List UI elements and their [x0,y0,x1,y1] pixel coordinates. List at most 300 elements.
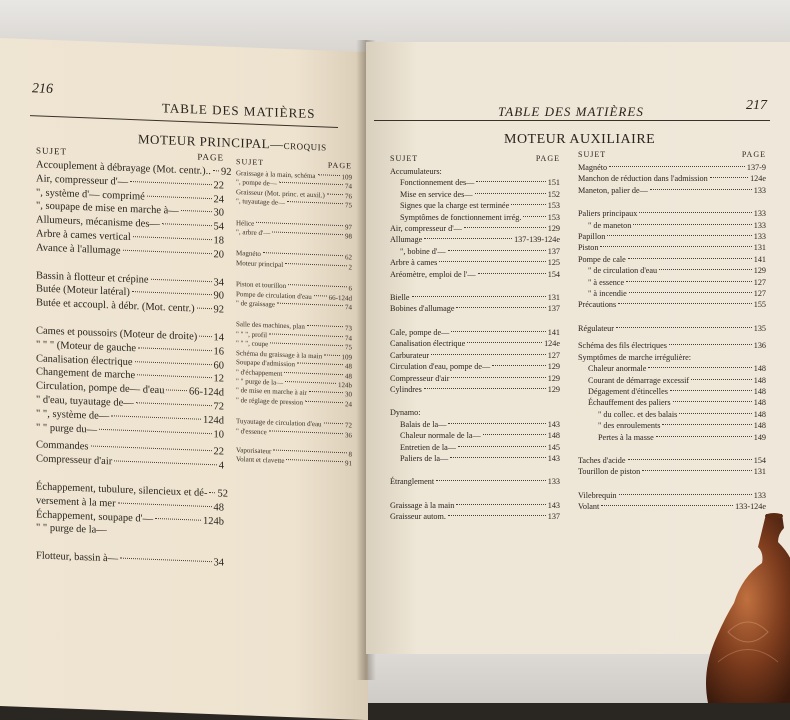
index-entry [390,361,560,372]
column-header: SUJET PAGE [36,145,224,163]
leader-dots [478,273,546,274]
entry-page: 18 [213,235,224,247]
index-entry [578,208,766,219]
leader-dots [273,449,346,453]
entry-page: 124b [203,515,224,528]
entry-subject: Bielle [390,293,410,303]
entry-subject: Symptômes de fonctionnement irrég. [400,212,522,222]
index-entry [578,265,766,276]
entry-subject: Tourillon de piston [578,467,641,477]
index-entry [390,200,560,211]
index-entry [390,327,560,338]
entry-subject: Précautions [578,300,617,310]
leader-dots [475,193,546,194]
leader-dots [284,371,343,374]
entry-subject: " à incendie [588,289,627,299]
index-column-1 [36,145,232,570]
entry-subject: ", tuyautage de— [236,197,285,208]
leader-dots [523,216,545,217]
index-entry [578,466,766,477]
entry-subject: Fonctionnement des— [400,178,475,188]
entry-subject: Piston et tourillon [236,280,287,291]
index-entry [390,338,560,349]
leader-dots [458,446,546,447]
index-entry [578,490,766,501]
entry-page: 2 [348,263,352,272]
leader-dots [99,428,211,433]
entry-subject: " " ", coupe [236,339,269,349]
leader-dots [324,354,339,356]
leader-dots [456,307,545,308]
entry-page: 6 [348,284,352,293]
leader-dots [288,284,346,287]
leader-dots [133,236,212,240]
entry-page: 10 [213,428,224,441]
leader-dots [629,292,752,293]
entry-page: 109 [341,173,352,182]
entry-page: 76 [345,192,352,201]
entry-subject: Schéma des fils électriques [578,341,667,351]
running-head: TABLE DES MATIÈRES [162,100,316,122]
entry-page: 22 [213,446,224,458]
entry-subject: Graisseur (Mot. princ. et auxil.) [236,187,325,200]
entry-page: 137 [547,304,560,314]
entry-page: 137 [547,512,560,522]
entry-subject: Circulation d'eau, pompe de— [390,362,491,372]
entry-subject: Bassin à flotteur et crépine [36,269,149,286]
entry-subject: Courant de démarrage excessif [588,375,690,385]
entry-subject: Signes que la charge est terminée [400,201,510,211]
entry-subject: " d'échappement [236,367,283,378]
entry-page: 141 [753,254,766,264]
leader-dots [279,182,343,185]
leader-dots [618,303,752,304]
entry-page: 72 [345,421,352,430]
index-entry [390,476,560,487]
leader-dots [269,430,343,434]
leader-dots [166,390,187,392]
entry-subject: " " purge du— [36,421,98,436]
leader-dots [272,231,343,235]
index-column-2 [236,157,352,469]
leader-dots [270,343,343,347]
entry-subject: Avance à l'allumage [36,242,121,257]
entry-subject: Soupape d'admission [236,358,296,369]
index-entry [390,384,560,395]
entry-page: 143 [547,500,560,510]
entry-page: 133 [753,232,766,242]
entry-page: 48 [213,501,224,514]
leader-dots [305,400,343,402]
entry-subject: " d'essence [236,426,267,436]
entry-subject: Cames et poussoirs (Moteur de droite) [36,325,198,343]
index-entry [578,340,766,351]
index-entry [578,363,766,374]
leader-dots [710,177,748,178]
entry-subject: Magnéto [578,163,608,172]
entry-subject: Butée (Moteur latéral) [36,283,130,299]
leader-dots [633,224,751,225]
leader-dots [616,327,752,328]
entry-subject: Volant et clavette [236,455,285,466]
entry-page: 125 [547,258,560,268]
leader-dots [679,413,751,414]
entry-page: 124e [750,174,766,184]
entry-page: 135 [753,323,766,333]
entry-subject: Air, compresseur d'— [390,224,462,234]
entry-subject: Flotteur, bassin à— [36,550,119,565]
entry-page: 148 [753,375,766,385]
section-title: MOTEUR PRINCIPAL—CROQUIS [138,131,327,153]
leader-dots [600,246,751,247]
column-header: SUJET PAGE [390,154,560,163]
leader-dots [285,263,346,266]
leader-dots [448,515,546,516]
entry-page: 154 [547,269,560,279]
leader-dots [492,365,546,366]
entry-subject: Entretien de la— [400,442,456,452]
entry-page: 91 [345,459,352,468]
entry-subject: Tuyautage de circulation d'eau [236,417,322,429]
entry-subject: Changement de marche [36,366,136,382]
leader-dots [135,361,212,365]
entry-page: 34 [213,557,224,569]
index-entry [578,299,766,310]
entry-subject: Volant [578,502,600,512]
entry-page: 152 [547,189,560,199]
leader-dots [155,517,201,520]
entry-subject: Pertes à la masse [598,432,654,442]
entry-subject: Butée et accoupl. à débr. (Mot. centr.) [36,297,195,315]
index-entry [578,352,766,363]
entry-subject: Schéma du graissage à la main [236,348,323,361]
entry-page: 22 [213,179,224,192]
index-entry [390,442,560,453]
entry-subject: Graissage à la main [390,500,455,510]
leader-dots [327,193,343,195]
leader-dots [424,388,546,389]
entry-page: 124b [338,380,352,390]
entry-subject: Piston [578,243,599,253]
entry-page: 151 [547,178,560,188]
entry-page: 72 [213,401,224,413]
leader-dots [151,278,212,281]
entry-subject: Compresseur d'air [36,453,113,468]
entry-subject: Cylindres [390,384,422,394]
leader-dots [451,377,545,378]
entry-page: 131 [753,243,766,253]
leader-dots [476,181,545,182]
leader-dots [511,204,546,205]
entry-page: 133 [753,209,766,219]
entry-subject: " des enroulements [598,421,661,431]
index-entry [390,257,560,268]
entry-page: 129 [753,266,766,276]
entry-subject: " de circulation d'eau [588,266,658,276]
index-entry [390,303,560,314]
entry-page: 133 [753,185,766,195]
entry-subject: Régulateur [578,323,614,333]
entry-subject: Chaleur normale de la— [400,431,481,441]
index-entry [578,432,766,443]
entry-subject: Dynamo: [390,408,421,418]
leader-dots [269,333,343,337]
leader-dots [628,459,752,460]
leader-dots [307,325,343,327]
entry-page: 92 [220,166,232,178]
entry-subject: Moteur principal [236,258,284,269]
leader-dots [137,375,211,379]
entry-page: 92 [213,304,224,316]
leader-dots [642,470,752,471]
entry-page: 133 [753,490,766,500]
entry-subject: Allumage [390,235,423,245]
entry-page: 20 [213,248,224,261]
entry-subject: Symptômes de marche irrégulière: [578,352,691,362]
index-entry [578,288,766,299]
index-entry [390,453,560,464]
leader-dots [118,502,212,507]
entry-subject: Magnéto [236,249,261,259]
leader-dots [130,181,211,185]
entry-subject: " de mise en marche à air [236,386,307,398]
entry-page: 137-139-124e [514,235,560,245]
entry-subject: Canalisation électrique [36,352,133,368]
entry-subject: " d'eau, tuyautage de— [36,394,134,410]
leader-dots [628,258,752,259]
entry-page: 153 [547,212,560,222]
entry-page: 24 [345,399,352,409]
entry-subject: Étranglement [390,477,435,487]
entry-page: 73 [345,324,352,333]
entry-page: 127 [547,350,560,360]
leader-dots [670,390,752,391]
entry-page: 153 [547,201,560,211]
entry-page: 52 [217,488,228,500]
entry-subject: " " purge de la— [36,522,107,537]
entry-page: 36 [345,430,352,440]
entry-subject: " " ", profil [236,329,268,340]
entry-subject: Maneton, palier de— [578,185,648,195]
leader-dots [648,367,751,368]
leader-dots [467,342,542,343]
index-column-2 [578,150,766,513]
entry-page: 12 [213,373,224,385]
leader-dots [609,166,745,167]
entry-subject: ", arbre d'— [236,228,271,238]
entry-page: 74 [345,334,352,343]
entry-page: 131 [547,293,560,303]
entry-subject: ", soupape de mise en marche à— [36,200,179,218]
entry-page: 74 [345,182,352,191]
index-entry [390,292,560,303]
entry-page: 30 [213,207,224,219]
leader-dots [114,461,217,466]
leader-dots [436,480,546,481]
entry-page: 75 [345,201,352,210]
entry-page: 148 [753,364,766,374]
leader-dots [619,494,752,495]
entry-subject: Canalisation électrique [390,339,466,349]
entry-page: 74 [345,303,352,312]
entry-page: 30 [345,390,352,399]
entry-page: 8 [348,450,352,459]
leader-dots [662,424,751,425]
leader-dots [263,253,343,257]
index-entry [390,500,560,511]
page-number: 216 [32,81,53,98]
entry-subject: " de maneton [588,220,632,230]
leader-dots [309,391,343,393]
index-entry [578,397,766,408]
leader-dots [213,170,219,171]
index-column-1 [390,154,560,523]
leader-dots [451,331,545,332]
leader-dots [456,504,545,505]
entry-page: 90 [213,290,224,302]
index-entry [578,220,766,231]
leader-dots [120,558,211,563]
entry-subject: Carburateur [390,350,430,360]
entry-subject: Hélice [236,218,255,228]
entry-subject: " ", système de— [36,408,110,422]
index-entry [578,231,766,242]
entry-subject: " du collec. et des balais [598,409,678,419]
leader-dots [656,436,752,437]
leader-dots [450,457,546,458]
entry-subject: Échauffement des paliers [588,398,671,408]
entry-subject: " " purge de la— [236,376,284,387]
entry-subject: Vaporisateur [236,446,272,456]
index-entry [578,185,766,196]
leader-dots [209,492,215,493]
section-title: MOTEUR AUXILIAIRE [504,132,656,147]
entry-subject: Paliers principaux [578,209,638,219]
leader-dots [412,296,546,297]
entry-page: 149 [753,432,766,442]
entry-subject: Arbre à cames vertical [36,228,131,244]
index-entry [578,409,766,420]
leader-dots [111,415,201,419]
leader-dots [691,379,752,380]
entry-page: 148 [753,398,766,408]
index-entry [390,223,560,234]
leader-dots [448,423,545,424]
index-entry [390,166,560,177]
leader-dots [162,223,212,226]
entry-subject: Mise en service des— [400,189,473,199]
entry-page: 127 [753,289,766,299]
entry-page: 34 [213,276,224,289]
entry-subject: ", pompe de— [236,178,277,189]
entry-page: 75 [345,343,352,352]
entry-subject: Circulation, pompe de— d'eau [36,380,165,397]
entry-page: 129 [547,373,560,383]
entry-page: 66-124d [328,293,352,303]
entry-page: 155 [753,300,766,310]
index-entry [390,234,560,245]
entry-page: 136 [753,341,766,351]
leader-dots [424,238,512,239]
leader-dots [287,201,343,204]
page-number: 217 [746,98,767,113]
leader-dots [483,434,546,435]
leader-dots [673,401,752,402]
leader-dots [659,269,752,270]
entry-page: 145 [547,442,560,452]
entry-subject: Papillon [578,232,606,242]
entry-page: 60 [213,359,224,372]
entry-page: 133-124e [735,502,766,512]
index-entry [578,162,766,173]
entry-subject: Cale, pompe de— [390,327,450,337]
entry-page: 14 [213,332,224,344]
leader-dots [639,212,751,213]
entry-subject: Paliers de la— [400,453,449,463]
entry-page: 98 [345,232,352,241]
entry-subject: Balais de la— [400,419,447,429]
index-entry [390,407,560,418]
entry-page: 124e [544,339,560,349]
index-entry [578,386,766,397]
running-head: TABLE DES MATIÈRES [498,104,644,119]
entry-subject: Air, compresseur d'— [36,173,129,188]
entry-subject: Pompe de cale [578,254,626,264]
leader-dots [285,381,336,384]
entry-page: 141 [547,327,560,337]
entry-page: 24 [213,193,224,206]
leader-dots [297,363,343,366]
entry-page: 143 [547,419,560,429]
entry-subject: Vilebrequin [578,490,617,500]
index-entry [390,373,560,384]
copper-vase [708,512,790,703]
leader-dots [650,189,752,190]
entry-page: 148 [753,409,766,419]
header-rule [374,120,770,121]
entry-page: 137-9 [746,163,766,172]
entry-subject: Échappement, soupape d'— [36,508,154,525]
entry-page: 97 [345,222,352,232]
index-entry [390,212,560,223]
entry-subject: Graisseur autom. [390,512,446,522]
leader-dots [318,174,340,176]
leader-dots [138,347,211,351]
leader-dots [132,291,212,295]
leader-dots [256,221,343,225]
leader-dots [123,249,212,253]
left-page [0,38,368,720]
leader-dots [324,423,343,425]
index-entry [36,550,224,571]
entry-page: 54 [213,221,224,233]
index-entry [390,350,560,361]
leader-dots [601,505,733,506]
entry-page: 148 [753,386,766,396]
entry-subject: Manchon de réduction dans l'admission [578,174,708,184]
entry-subject: Accumulateurs: [390,167,442,176]
entry-page: 154 [753,455,766,465]
entry-subject: " à essence [588,277,625,287]
entry-subject: Allumeurs, mécanisme des— [36,214,160,231]
entry-subject: ", bobine d'— [400,246,446,256]
leader-dots [136,402,212,406]
leader-dots [626,281,752,282]
entry-subject: Commandes [36,439,89,453]
entry-subject: " de graissage [236,299,276,309]
entry-page: 48 [345,371,352,381]
entry-page: 4 [218,460,224,472]
